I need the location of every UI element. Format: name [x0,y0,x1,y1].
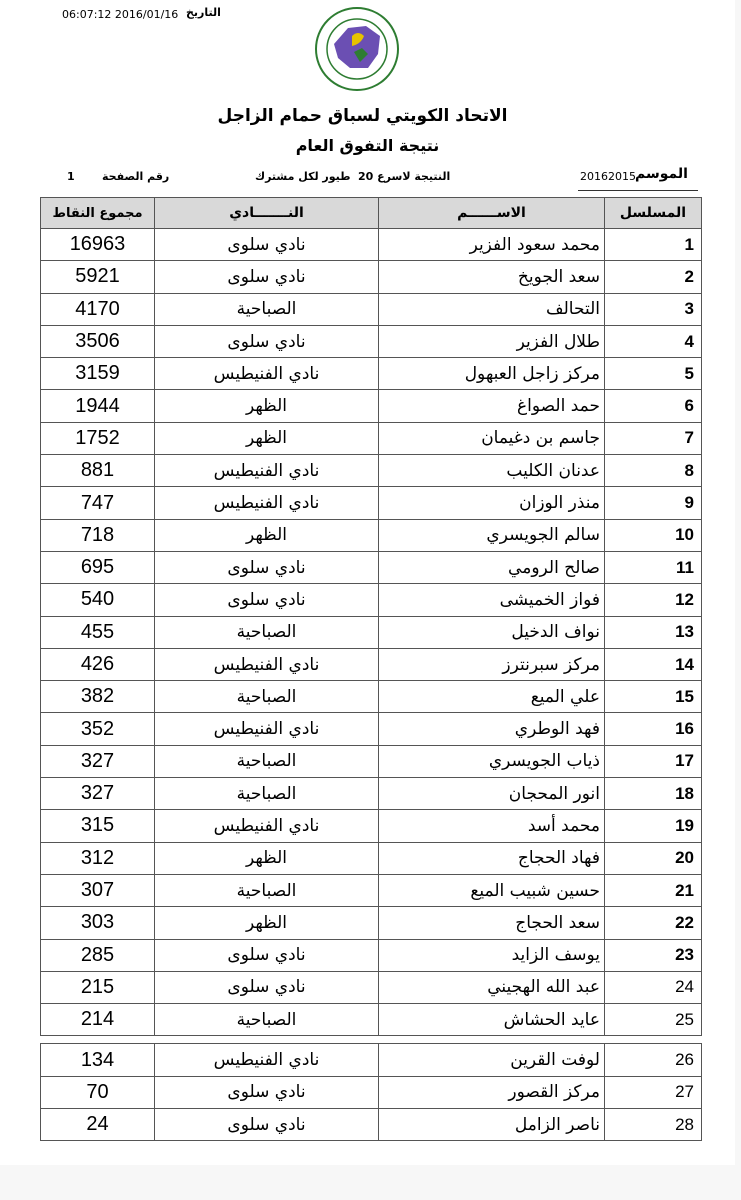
points-cell: 327 [41,745,155,777]
season-underline [578,190,698,191]
name-cell: عدنان الكليب [379,455,605,487]
serial-cell: 16 [605,713,702,745]
serial-cell: 27 [605,1076,702,1108]
col-club-header: النـــــــادي [155,198,379,229]
results-table [40,197,702,1141]
serial-cell: 22 [605,907,702,939]
club-cell: نادي الفنيطيس [155,1044,379,1076]
name-cell: حمد الصواغ [379,390,605,422]
name-cell: منذر الوزان [379,487,605,519]
name-cell: فهاد الحجاج [379,842,605,874]
table-row [41,325,702,357]
points-cell: 24 [41,1109,155,1141]
points-cell: 1752 [41,422,155,454]
serial-cell: 15 [605,681,702,713]
serial-cell: 5 [605,358,702,390]
name-cell: صالح الرومي [379,551,605,583]
table-row [41,681,702,713]
points-cell: 4170 [41,293,155,325]
birds-note: طيور لكل مشترك [255,170,351,183]
name-cell: حسين شبيب الميع [379,874,605,906]
serial-cell: 13 [605,616,702,648]
points-cell: 382 [41,681,155,713]
table-row [41,745,702,777]
serial-cell: 28 [605,1109,702,1141]
federation-name-text: الاتحاد الكويتي لسباق حمام الزاجل [217,106,508,126]
club-cell: نادي سلوى [155,584,379,616]
table-header-row [41,198,702,229]
club-cell: الصباحية [155,778,379,810]
name-cell: ناصر الزامل [379,1109,605,1141]
table-row [41,842,702,874]
club-cell: نادي سلوى [155,551,379,583]
table-row [41,648,702,680]
serial-cell: 2 [605,261,702,293]
club-cell: نادي سلوى [155,261,379,293]
gap-cell [41,1036,702,1044]
table-row [41,358,702,390]
serial-cell: 19 [605,810,702,842]
page-value: 1 [67,170,75,183]
col-points-header: مجموع النقاط [41,198,155,229]
serial-cell: 9 [605,487,702,519]
table-row [41,455,702,487]
table-row [41,778,702,810]
name-cell: جاسم بن دغيمان [379,422,605,454]
name-cell: سعد الجويخ [379,261,605,293]
serial-cell: 18 [605,778,702,810]
name-cell: مركز زاجل العبهول [379,358,605,390]
club-cell: الظهر [155,422,379,454]
points-cell: 695 [41,551,155,583]
table-row [41,390,702,422]
club-cell: الصباحية [155,293,379,325]
points-cell: 134 [41,1044,155,1076]
club-cell: الظهر [155,907,379,939]
table-row [41,616,702,648]
date-value: 06:07:12 2016/01/16 [62,8,179,21]
club-cell: نادي الفنيطيس [155,713,379,745]
points-cell: 327 [41,778,155,810]
table-row [41,1109,702,1141]
points-cell: 881 [41,455,155,487]
table-row [41,519,702,551]
points-cell: 352 [41,713,155,745]
points-cell: 215 [41,971,155,1003]
club-cell: نادي سلوى [155,229,379,261]
report-title-text: نتيجة التفوق العام [295,136,440,155]
name-cell: ذياب الجويسري [379,745,605,777]
serial-cell: 20 [605,842,702,874]
table-row [41,1044,702,1076]
club-cell: نادي الفنيطيس [155,455,379,487]
serial-cell: 1 [605,229,702,261]
col-name-header: الاســــــم [379,198,605,229]
name-cell: محمد أسد [379,810,605,842]
name-cell: عبد الله الهجيني [379,971,605,1003]
club-cell: الصباحية [155,745,379,777]
points-cell: 3159 [41,358,155,390]
points-cell: 214 [41,1004,155,1036]
name-cell: علي الميع [379,681,605,713]
name-cell: مركز سبرنترز [379,648,605,680]
serial-cell: 8 [605,455,702,487]
serial-cell: 12 [605,584,702,616]
name-cell: سعد الحجاج [379,907,605,939]
club-cell: نادي سلوى [155,325,379,357]
table-row [41,874,702,906]
club-cell: الصباحية [155,1004,379,1036]
name-cell: محمد سعود الفزير [379,229,605,261]
name-cell: فواز الخميشى [379,584,605,616]
points-cell: 16963 [41,229,155,261]
table-row [41,971,702,1003]
serial-cell: 17 [605,745,702,777]
result-note: النتيجة لاسرع 20 [358,170,451,183]
points-cell: 540 [41,584,155,616]
club-cell: نادي الفنيطيس [155,810,379,842]
name-cell: يوسف الزايد [379,939,605,971]
club-cell: الظهر [155,842,379,874]
season-value: 20162015 [580,170,636,183]
table-row [41,293,702,325]
table-row [41,1076,702,1108]
club-cell: الظهر [155,390,379,422]
points-cell: 426 [41,648,155,680]
serial-cell: 24 [605,971,702,1003]
points-cell: 307 [41,874,155,906]
col-serial-header: المسلسل [605,198,702,229]
table-row [41,551,702,583]
club-cell: الصباحية [155,874,379,906]
serial-cell: 14 [605,648,702,680]
table-row [41,261,702,293]
club-cell: الصباحية [155,681,379,713]
name-cell: سالم الجويسري [379,519,605,551]
table-row [41,939,702,971]
serial-cell: 4 [605,325,702,357]
points-cell: 285 [41,939,155,971]
serial-cell: 10 [605,519,702,551]
club-cell: نادي سلوى [155,971,379,1003]
name-cell: طلال الفزير [379,325,605,357]
points-cell: 747 [41,487,155,519]
season-label: الموسم [635,166,688,182]
table-row [41,422,702,454]
table-gap [41,1036,702,1044]
club-cell: نادي الفنيطيس [155,648,379,680]
table-row [41,713,702,745]
federation-name [0,106,735,126]
points-cell: 455 [41,616,155,648]
points-cell: 70 [41,1076,155,1108]
club-cell: الصباحية [155,616,379,648]
table-row [41,810,702,842]
name-cell: انور المحجان [379,778,605,810]
club-cell: الظهر [155,519,379,551]
name-cell: عايد الحشاش [379,1004,605,1036]
name-cell: لوفت القرين [379,1044,605,1076]
table-row [41,229,702,261]
table-row [41,907,702,939]
page-label: رقم الصفحة [102,170,170,183]
points-cell: 315 [41,810,155,842]
date-label: التاريخ [186,6,221,19]
table-row [41,1004,702,1036]
points-cell: 1944 [41,390,155,422]
points-cell: 3506 [41,325,155,357]
points-cell: 718 [41,519,155,551]
federation-logo [314,6,400,92]
points-cell: 312 [41,842,155,874]
serial-cell: 6 [605,390,702,422]
club-cell: نادي سلوى [155,939,379,971]
name-cell: فهد الوطري [379,713,605,745]
club-cell: نادي سلوى [155,1076,379,1108]
points-cell: 5921 [41,261,155,293]
serial-cell: 21 [605,874,702,906]
table-row [41,487,702,519]
name-cell: نواف الدخيل [379,616,605,648]
table-body [41,229,702,1141]
serial-cell: 26 [605,1044,702,1076]
serial-cell: 25 [605,1004,702,1036]
serial-cell: 23 [605,939,702,971]
serial-cell: 7 [605,422,702,454]
serial-cell: 11 [605,551,702,583]
serial-cell: 3 [605,293,702,325]
name-cell: التحالف [379,293,605,325]
club-cell: نادي الفنيطيس [155,487,379,519]
report-title [0,136,735,155]
table-row [41,584,702,616]
club-cell: نادي سلوى [155,1109,379,1141]
points-cell: 303 [41,907,155,939]
club-cell: نادي الفنيطيس [155,358,379,390]
name-cell: مركز القصور [379,1076,605,1108]
